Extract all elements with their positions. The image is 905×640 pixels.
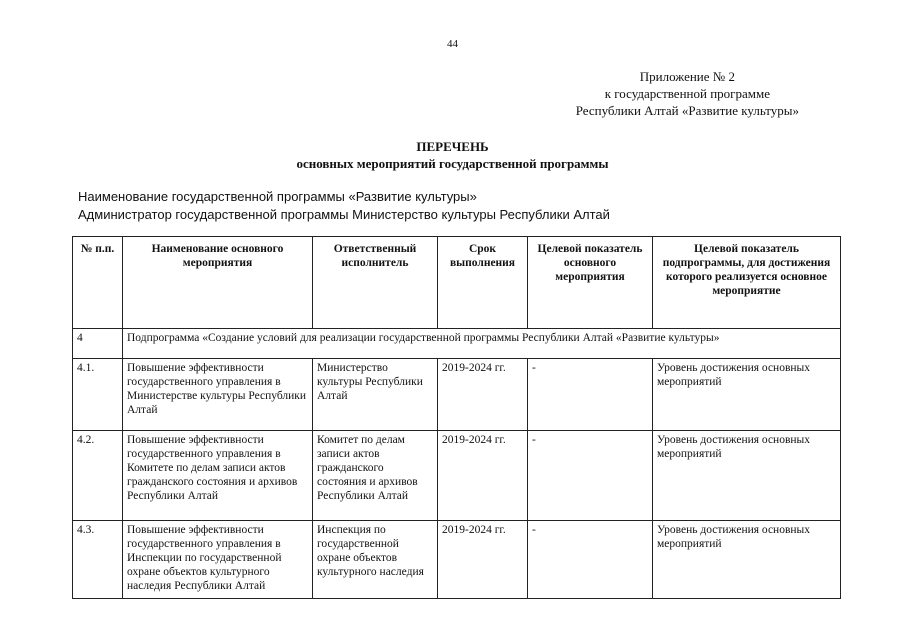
header-executor: Ответственный исполнитель [313, 237, 438, 329]
row-term: 2019-2024 гг. [438, 359, 528, 431]
section-number: 4 [73, 329, 123, 359]
appendix-line-1: Приложение № 2 [639, 69, 735, 84]
row-activity-indicator: - [528, 521, 653, 599]
row-executor: Комитет по делам записи актов гражданского состояния и архивов Республики Алтай [313, 431, 438, 521]
header-subprogram-indicator: Целевой показатель подпрограммы, для достижения которого реализуется основное мероприятие [653, 237, 841, 329]
row-subprogram-indicator: Уровень достижения основных мероприятий [653, 431, 841, 521]
section-row [73, 329, 841, 359]
program-administrator: Администратор государственной программы Министерство культуры Республики Алтай [78, 207, 610, 222]
row-number: 4.3. [73, 521, 123, 599]
document-title [0, 138, 905, 172]
row-executor: Министерство культуры Республики Алтай [313, 359, 438, 431]
title-line-1: ПЕРЕЧЕНЬ [416, 139, 489, 154]
row-activity-name: Повышение эффективности государственного управления в Министерстве культуры Республики Алтай [123, 359, 313, 431]
table-header-row [73, 237, 841, 329]
appendix-line-3: Республики Алтай «Развитие культуры» [575, 103, 799, 118]
table-row [73, 431, 841, 521]
row-activity-name: Повышение эффективности государственного управления в Инспекции по государственной охране объектов культурного наследия Республики Алтай [123, 521, 313, 599]
appendix-line-2: к государственной программе [604, 86, 770, 101]
row-activity-indicator: - [528, 359, 653, 431]
row-activity-name: Повышение эффективности государственного управления в Комитете по делам записи актов гражданского состояния и архивов Республики Алтай [123, 431, 313, 521]
activities-table [72, 236, 841, 599]
page-number: 44 [447, 38, 458, 50]
row-number: 4.2. [73, 431, 123, 521]
program-meta [78, 188, 610, 224]
table-row [73, 521, 841, 599]
header-activity-indicator: Целевой показатель основного мероприятия [528, 237, 653, 329]
title-line-2: основных мероприятий государственной программы [296, 156, 609, 171]
row-number: 4.1. [73, 359, 123, 431]
row-term: 2019-2024 гг. [438, 521, 528, 599]
row-subprogram-indicator: Уровень достижения основных мероприятий [653, 521, 841, 599]
header-activity-name: Наименование основного мероприятия [123, 237, 313, 329]
appendix-note [576, 68, 799, 119]
header-term: Срок выполнения [438, 237, 528, 329]
table-row [73, 359, 841, 431]
section-title: Подпрограмма «Создание условий для реализации государственной программы Республики Алтай «Развитие культуры» [123, 329, 841, 359]
row-activity-indicator: - [528, 431, 653, 521]
row-subprogram-indicator: Уровень достижения основных мероприятий [653, 359, 841, 431]
row-executor: Инспекция по государственной охране объектов культурного наследия [313, 521, 438, 599]
header-number: № п.п. [73, 237, 123, 329]
row-term: 2019-2024 гг. [438, 431, 528, 521]
program-name: Наименование государственной программы «Развитие культуры» [78, 189, 477, 204]
